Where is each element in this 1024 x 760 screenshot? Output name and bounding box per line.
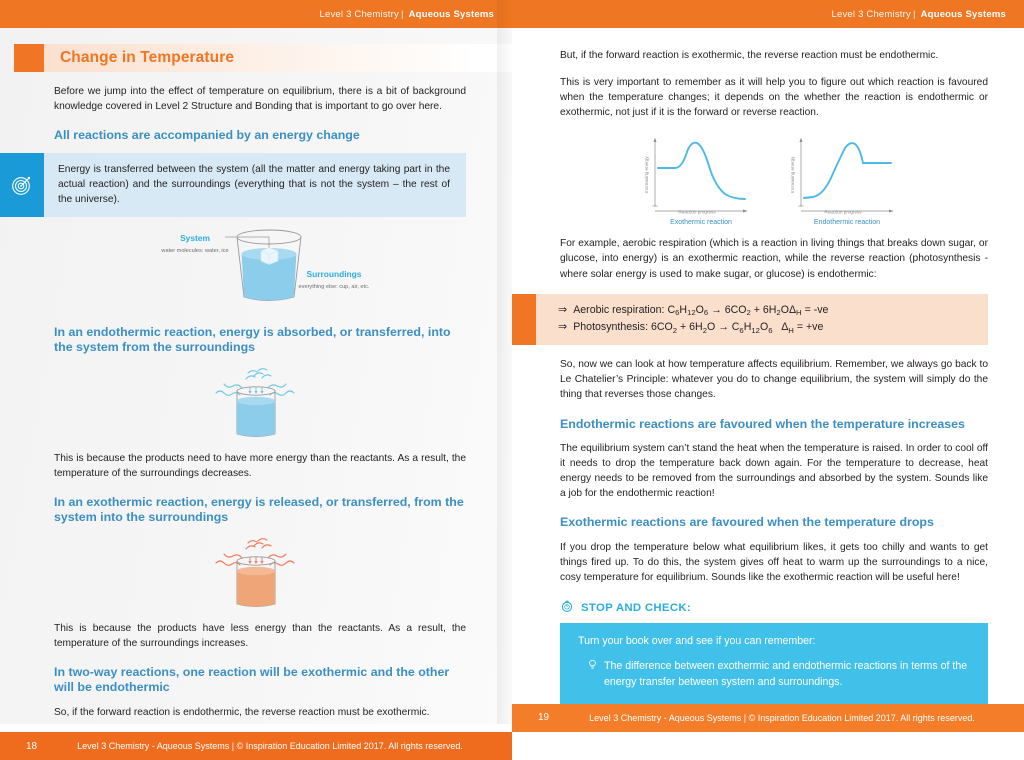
left-text-column: [0, 84, 512, 144]
equation-products: $C_6H_{12}O_6$: [731, 321, 773, 335]
exothermic-body: This is because the products have less energy than the reactants. As a result, the temperature of the surroundings increases.: [54, 622, 466, 649]
svg-text:Surroundings: Surroundings: [306, 268, 362, 279]
svg-text:Reaction progress: Reaction progress: [824, 209, 862, 215]
delta-h-label: $\Delta_H$: [781, 321, 794, 335]
stop-and-check-item: [578, 659, 972, 691]
header-right: [512, 0, 1024, 28]
svg-text:Increasing energy: Increasing energy: [790, 156, 795, 194]
enthalpy-value: [789, 302, 828, 319]
stopwatch-icon: [560, 599, 574, 616]
enthalpy-value: [781, 319, 823, 336]
para-endo-favoured: The equilibrium system can’t stand the heat when the temperature is raised. In order to cool off it needs to drop the temperature back down again. For the temperature to decrease, heat energy needs to be removed from the surroundings and absorbed by the system. Sounds like a job for the endothermic reaction!: [560, 443, 988, 500]
equation-reactants: $6CO_2 + 6H_2O$: [650, 321, 716, 335]
footer-right: [512, 704, 1024, 732]
equation-expression: [573, 319, 781, 336]
equations-list: [536, 294, 828, 346]
para-important: This is very important to remember as it will help you to figure out which reaction is favoured when the temperature changes; it depends on the whether the reaction is endothermic or exothermic, not just if it is the forward or reverse reaction.: [560, 77, 988, 119]
section-title-fade: [44, 44, 512, 72]
equations-accent-bar: [512, 294, 536, 346]
page-number-right: 19: [538, 712, 550, 724]
heading-energy-change: All reactions are accompanied by an energy change: [54, 128, 360, 143]
stop-and-check-section: [512, 599, 1024, 704]
svg-text:everything else: cup, air, etc: everything else: cup, air, etc.: [298, 283, 370, 290]
section-title-bar: [0, 44, 512, 72]
stop-and-check-item-text: The difference between exothermic and endothermic reactions in terms of the energy transfer between system and surroundings.: [604, 660, 968, 688]
footer-credit-right: Level 3 Chemistry - Aqueous Systems | © Inspiration Education Limited 2017. All rights reserved.: [589, 712, 975, 723]
equation-expression: [573, 302, 789, 319]
endothermic-body: This is because the products need to have more energy than the reactants. As a result, the temperature of the surroundings decreases.: [54, 452, 466, 479]
equation-label: Photosynthesis:: [573, 321, 649, 334]
right-text-column-3: [512, 357, 1024, 585]
para-lechatelier: So, now we can look at how temperature affects equilibrium. Remember, we always go back to Le Chatelier’s Principle: whatever you do to change equilibrium, the system will simply do the thing that reverses those changes.: [560, 359, 988, 401]
svg-text:Endothermic reaction: Endothermic reaction: [813, 219, 881, 227]
para-but: But, if the forward reaction is exothermic, the reverse reaction must be endothermic.: [560, 50, 939, 61]
equation-label: Aerobic respiration:: [573, 303, 665, 316]
page-left: [0, 0, 512, 752]
stop-and-check-lead: Turn your book over and see if you can remember:: [578, 635, 816, 648]
delta-h-label: $\Delta_H$: [788, 303, 802, 317]
arrow-bullet-icon: ⇒: [558, 321, 568, 334]
stop-and-check-box: [560, 623, 988, 704]
page-number-left: 18: [26, 740, 38, 752]
reaction-arrow-icon: →: [718, 321, 729, 334]
intro-paragraph: Before we jump into the effect of temperature on equilibrium, there is a bit of background knowledge covered in Level 2 Structure and Bonding that is important to go over here.: [54, 86, 466, 113]
equation-row: [558, 319, 828, 337]
equations-box: [512, 294, 988, 346]
header-topic: Aqueous Systems: [408, 8, 494, 20]
callout-energy-transfer: [0, 153, 466, 217]
section-color-swatch: [14, 44, 44, 72]
heading-exothermic: In an exothermic reaction, energy is released, or transferred, from the system into the surroundings: [54, 494, 464, 525]
left-text-column-3: [0, 451, 512, 526]
page-right: [512, 0, 1024, 724]
left-text-column-4: [0, 621, 512, 720]
svg-text:Reaction progress: Reaction progress: [678, 209, 716, 215]
reaction-arrow-icon: →: [711, 303, 722, 316]
heading-endo-favoured: Endothermic reactions are favoured when the temperature increases: [560, 416, 965, 431]
svg-text:System: System: [180, 232, 210, 243]
endothermic-beaker-figure: [0, 365, 512, 443]
right-text-column-1: [512, 48, 1024, 120]
footer-credit-left: Level 3 Chemistry - Aqueous Systems | © Inspiration Education Limited 2017. All rights reserved.: [77, 741, 463, 752]
exothermic-beaker-figure: [0, 535, 512, 613]
header-separator: |: [400, 8, 404, 20]
system-surroundings-figure: [0, 225, 512, 311]
para-example: For example, aerobic respiration (which is a reaction in living things that breaks down sugar, or glucose, into energy) is an exothermic reaction, while the reverse reaction (photosynthesis - where solar energy is used to make sugar, or glucose) is endothermic:: [560, 238, 988, 280]
stop-and-check-title: STOP AND CHECK:: [581, 601, 691, 614]
header-course: Level 3 Chemistry: [319, 8, 399, 20]
lightbulb-icon: [588, 659, 598, 691]
svg-text:Increasing energy: Increasing energy: [644, 156, 649, 194]
svg-text:Exothermic reaction: Exothermic reaction: [670, 219, 732, 227]
delta-h-sign: = -ve: [804, 303, 829, 316]
page-right-body: [512, 28, 1024, 704]
page-left-body: [0, 28, 512, 732]
header-left: [0, 0, 512, 28]
target-icon: [0, 153, 44, 217]
stop-and-check-heading-row: [560, 599, 1024, 616]
header-separator: |: [912, 8, 916, 20]
left-text-column-2: [0, 325, 512, 356]
arrow-bullet-icon: ⇒: [558, 303, 568, 316]
equation-products: $6CO_2 + 6H_2O$: [724, 303, 789, 317]
callout-text: Energy is transferred between the system (all the matter and energy taking part in the actual reaction) and the surroundings (everything that is not the system – the rest of the universe).: [58, 163, 450, 206]
right-text-column-2: [512, 236, 1024, 281]
page-title: Change in Temperature: [60, 49, 235, 66]
energy-profile-diagrams: [512, 132, 1024, 232]
footer-left: [0, 732, 512, 760]
equation-reactants: $C_6H_{12}O_6$: [667, 303, 709, 317]
svg-text:water molecules: water, ice: water molecules: water, ice: [161, 247, 229, 254]
heading-endothermic: In an endothermic reaction, energy is absorbed, or transferred, into the system from the surroundings: [54, 324, 451, 355]
two-way-body: So, if the forward reaction is endothermic, the reverse reaction must be exothermic.: [54, 706, 430, 718]
equation-row: [558, 302, 828, 320]
heading-exo-favoured: Exothermic reactions are favoured when the temperature drops: [560, 515, 934, 530]
heading-two-way: In two-way reactions, one reaction will be exothermic and the other will be endothermic: [54, 664, 450, 695]
header-topic: Aqueous Systems: [920, 8, 1006, 20]
delta-h-sign: = +ve: [796, 321, 824, 334]
header-course: Level 3 Chemistry: [831, 8, 911, 20]
para-exo-favoured: If you drop the temperature below what equilibrium likes, it gets too chilly and wants to get things fired up. To do this, the system gives off heat to warm up the surroundings to a nice, cosy temperature for equilibrium. Sounds like the exothermic reaction will be useful here!: [560, 541, 988, 584]
